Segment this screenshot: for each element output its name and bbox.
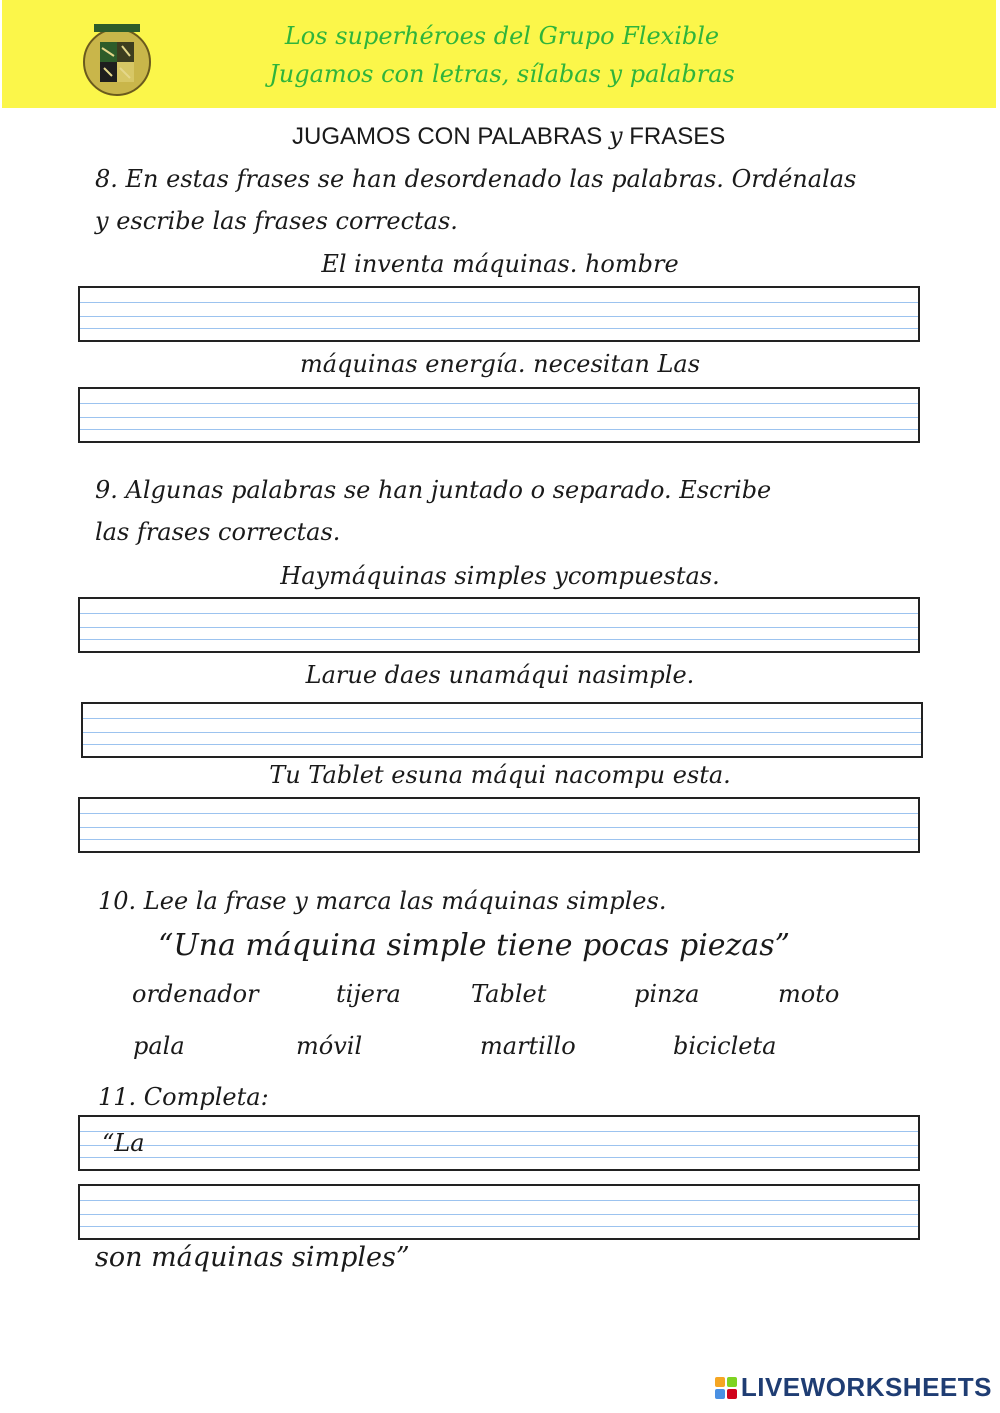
option-pinza[interactable]: pinza bbox=[634, 980, 700, 1008]
ex9-instruction-1: 9. Algunas palabras se han juntado o separado. Escribe bbox=[95, 476, 772, 504]
liveworksheets-mark-icon bbox=[715, 1377, 737, 1399]
liveworksheets-logo bbox=[715, 1372, 992, 1403]
title-y: y bbox=[608, 122, 623, 150]
ex9-sentence-3: Tu Tablet esuna máqui nacompu esta. bbox=[269, 761, 731, 789]
ex9-instruction-2: las frases correctas. bbox=[95, 518, 341, 546]
ex11-suffix: son máquinas simples” bbox=[95, 1242, 410, 1273]
ex9-answer-3[interactable] bbox=[78, 797, 920, 853]
ex8-instruction-1: 8. En estas frases se han desordenado las palabras. Ordénalas bbox=[95, 165, 857, 193]
title-end: FRASES bbox=[629, 123, 726, 150]
ex11-answer-1[interactable] bbox=[78, 1115, 920, 1171]
ex9-sentence-1: Haymáquinas simples ycompuestas. bbox=[280, 562, 720, 590]
ex9-answer-1[interactable] bbox=[78, 597, 920, 653]
header-line-1: Los superhéroes del Grupo Flexible bbox=[284, 22, 720, 50]
ex10-instruction: 10. Lee la frase y marca las máquinas simples. bbox=[98, 887, 667, 915]
ex9-answer-2[interactable] bbox=[81, 702, 923, 758]
ex11-answer-2[interactable] bbox=[78, 1184, 920, 1240]
ex8-instruction-2: y escribe las frases correctas. bbox=[95, 207, 458, 235]
ex8-answer-1[interactable] bbox=[78, 286, 920, 342]
option-tijera[interactable]: tijera bbox=[336, 980, 401, 1008]
page-title bbox=[292, 122, 725, 151]
option-ordenador[interactable]: ordenador bbox=[132, 980, 259, 1008]
header-banner bbox=[2, 0, 996, 108]
footer-brand: LIVEWORKSHEETS bbox=[740, 1372, 992, 1402]
option-movil[interactable]: móvil bbox=[296, 1032, 363, 1060]
option-moto[interactable]: moto bbox=[778, 980, 840, 1008]
ex10-quote: “Una máquina simple tiene pocas piezas” bbox=[158, 928, 790, 963]
option-pala[interactable]: pala bbox=[133, 1032, 185, 1060]
option-tablet[interactable]: Tablet bbox=[471, 980, 547, 1008]
ex8-answer-2[interactable] bbox=[78, 387, 920, 443]
title-main: JUGAMOS CON PALABRAS bbox=[292, 123, 603, 150]
ex11-instruction: 11. Completa: bbox=[98, 1083, 269, 1111]
header-line-2: Jugamos con letras, sílabas y palabras bbox=[269, 60, 735, 88]
ex8-sentence-2: máquinas energía. necesitan Las bbox=[299, 350, 701, 378]
ex9-sentence-2: Larue daes unamáqui nasimple. bbox=[305, 661, 695, 689]
option-bicicleta[interactable]: bicicleta bbox=[673, 1032, 777, 1060]
ex8-sentence-1: El inventa máquinas. hombre bbox=[321, 250, 679, 278]
ex11-prefix: “La bbox=[102, 1129, 145, 1157]
option-martillo[interactable]: martillo bbox=[480, 1032, 576, 1060]
